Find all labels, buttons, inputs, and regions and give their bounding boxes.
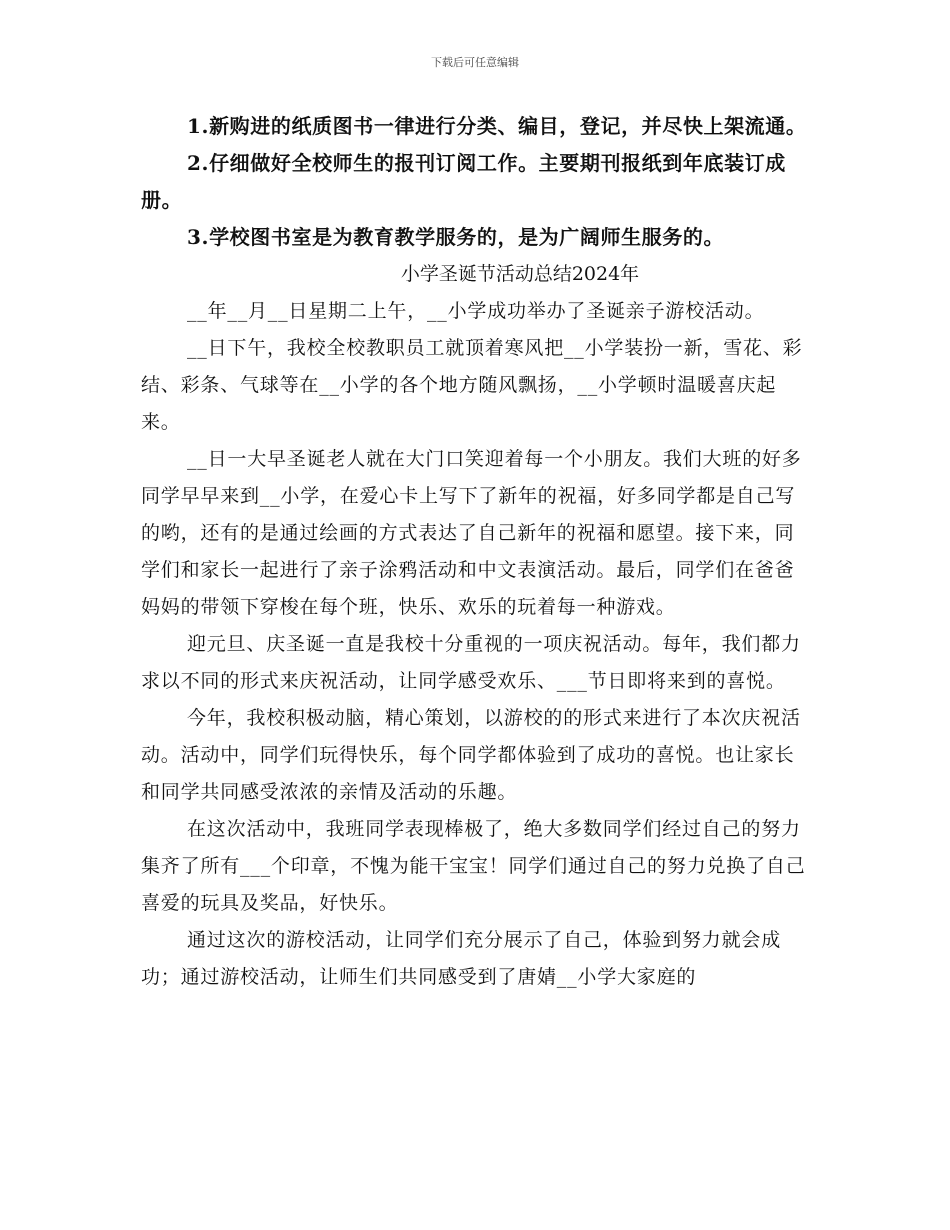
paragraph: __日下午，我校全校教职员工就顶着寒风把__小学装扮一新，雪花、彩结、彩条、气球等在__小学的各个地方随风飘扬，__小学顿时温暖喜庆起来。 [141, 337, 803, 433]
document-title: 小学圣诞节活动总结2024年 [400, 263, 640, 285]
list-item: 3.学校图书室是为教育教学服务的，是为广阔师生服务的。 [187, 225, 725, 249]
paragraph: 通过这次的游校活动，让同学们充分展示了自己，体验到努力就会成功；通过游校活动，让师生们共同感受到了唐婧__小学大家庭的 [141, 929, 782, 988]
paragraph: __日一大早圣诞老人就在大门口笑迎着每一个小朋友。我们大班的好多同学早早来到__小学，在爱心卡上写下了新年的祝福，好多同学都是自己写的哟，还有的是通过绘画的方式表达了自己新年的祝福和愿望。接下来，同学们和家长一起进行了亲子涂鸦活动和中文表演活动。最后，同学们在爸爸妈妈的带领下穿梭在每个班，快乐、欢乐的玩着每一种游戏。 [141, 448, 802, 618]
list-item: 2.仔细做好全校师生的报刊订阅工作。主要期刊报纸到年底装订成册。 [141, 151, 786, 212]
list-item: 1.新购进的纸质图书一律进行分类、编目，登记，并尽快上架流通。 [187, 114, 807, 138]
paragraph: 迎元旦、庆圣诞一直是我校十分重视的一项庆祝活动。每年，我们都力求以不同的形式来庆祝活动，让同学感受欢乐、___节日即将来到的喜悦。 [141, 633, 801, 692]
paragraph: 在这次活动中，我班同学表现棒极了，绝大多数同学们经过自己的努力集齐了所有___个印章，不愧为能干宝宝！同学们通过自己的努力兑换了自己喜爱的玩具及奖品，好快乐。 [141, 818, 806, 914]
page-header-note: 下载后可任意编辑 [431, 56, 519, 69]
paragraph: __年__月__日星期二上午，__小学成功举办了圣诞亲子游校活动。 [187, 300, 765, 322]
document-body [141, 108, 809, 996]
paragraph: 今年，我校积极动脑，精心策划，以游校的的形式来进行了本次庆祝活动。活动中，同学们玩得快乐，每个同学都体验到了成功的喜悦。也让家长和同学共同感受浓浓的亲情及活动的乐趣。 [141, 707, 801, 803]
